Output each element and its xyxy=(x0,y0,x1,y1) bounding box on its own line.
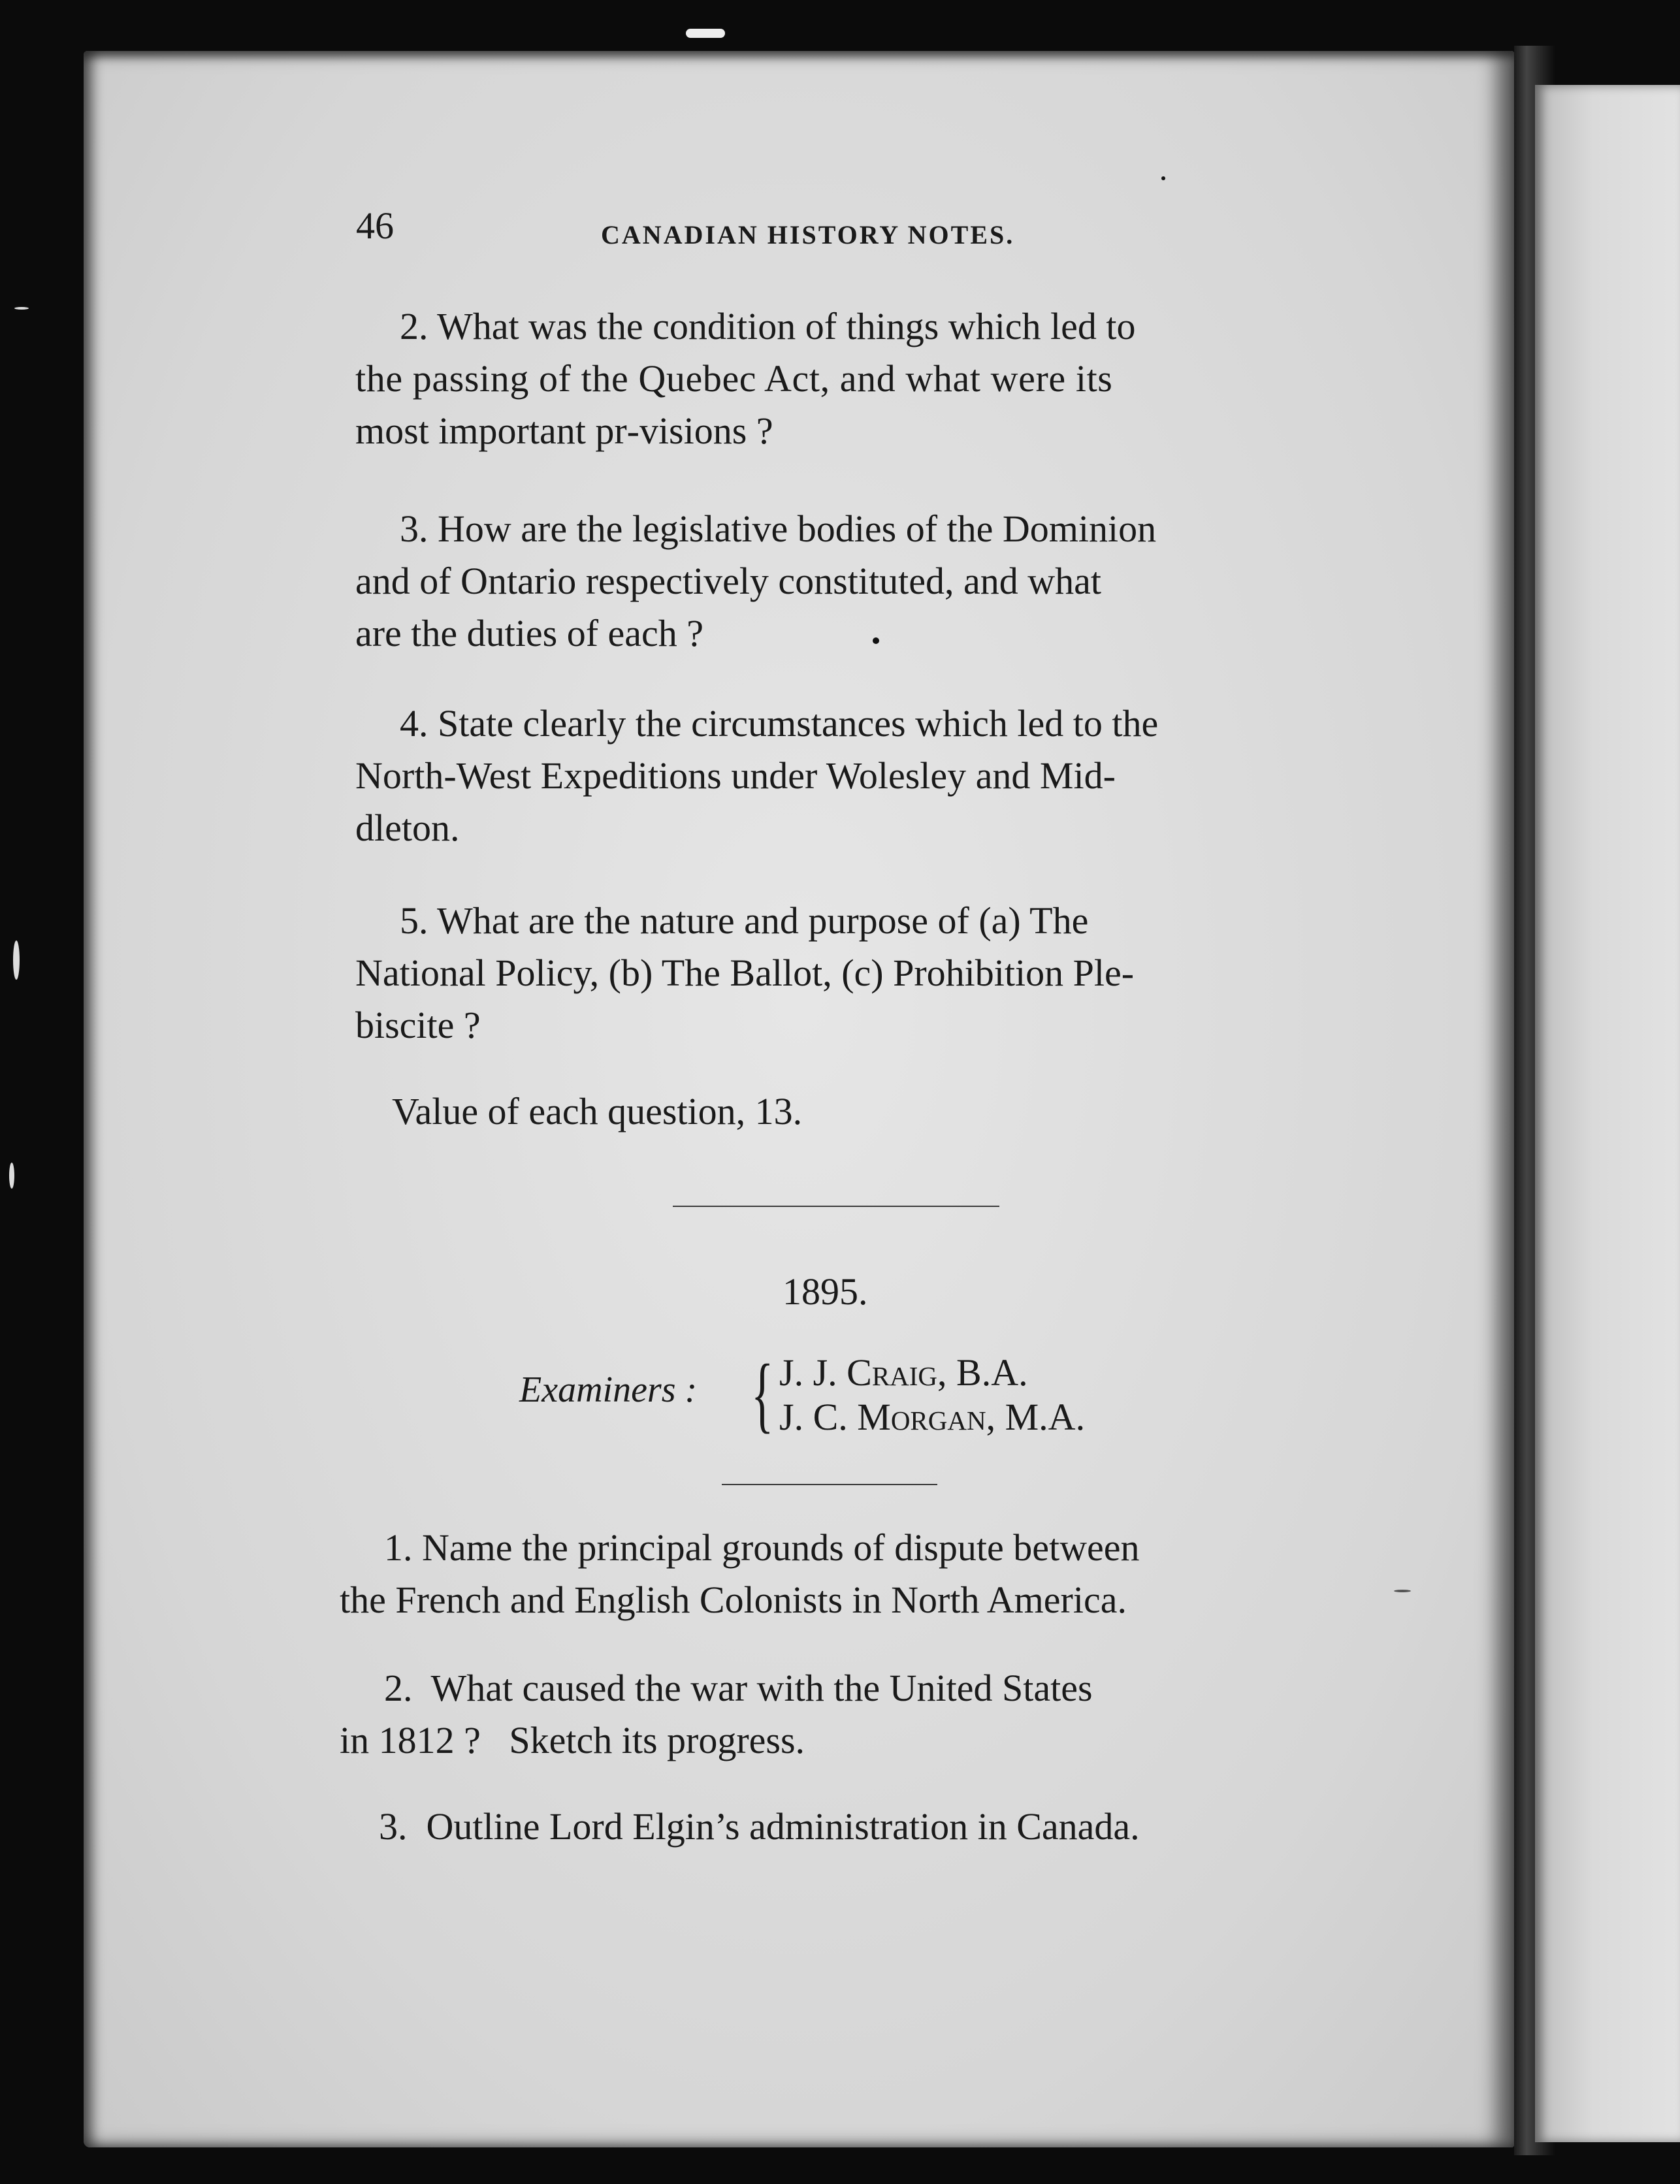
running-head: CANADIAN HISTORY NOTES. xyxy=(601,220,1015,249)
question-1895-2 xyxy=(340,1662,1093,1767)
question-line: 3. How are the legislative bodies of the Dominion xyxy=(400,507,1157,550)
section-divider xyxy=(722,1484,937,1485)
examiner-name: J. C. Morgan, M.A. xyxy=(779,1396,1086,1438)
question-1895-1 xyxy=(340,1522,1139,1626)
examiner-name: J. J. Craig, B.A. xyxy=(779,1351,1028,1394)
question-5 xyxy=(355,895,1335,1052)
brace-icon: { xyxy=(751,1347,774,1441)
question-line: 1. Name the principal grounds of dispute between xyxy=(384,1526,1140,1569)
question-line: most important pr‐visions ? xyxy=(355,410,773,452)
scan-mark xyxy=(14,307,29,310)
question-line: and of Ontario respectively constituted, and what xyxy=(355,560,1101,602)
question-line: biscite ? xyxy=(355,1004,481,1046)
question-line: 4. State clearly the circumstances which led to the xyxy=(400,702,1159,745)
page-number: 46 xyxy=(356,204,394,247)
ink-speck xyxy=(1161,176,1165,180)
question-line: are the duties of each ? xyxy=(355,612,703,654)
question-3 xyxy=(355,503,1335,660)
question-line: the French and English Colonists in North America. xyxy=(340,1579,1127,1621)
question-line: 2. What was the condition of things which led to xyxy=(400,305,1136,347)
question-line: in 1812 ? Sketch its progress. xyxy=(340,1719,805,1761)
question-line: North-West Expeditions under Wolesley and Mid- xyxy=(355,754,1116,797)
question-line: the passing of the Quebec Act, and what were its xyxy=(355,357,1113,400)
scan-mark xyxy=(1394,1590,1411,1592)
question-line: 2. What caused the war with the United States xyxy=(384,1667,1093,1709)
section-year: 1895. xyxy=(783,1270,868,1313)
question-line: 5. What are the nature and purpose of (a) The xyxy=(400,899,1089,942)
examiners-label: Examiners : xyxy=(519,1370,698,1410)
question-1895-3 xyxy=(379,1801,1140,1853)
question-line: 3. Outline Lord Elgin’s administration in Canada. xyxy=(379,1805,1140,1848)
ink-speck xyxy=(873,637,879,644)
question-line: dleton. xyxy=(355,807,460,849)
section-divider xyxy=(673,1206,999,1207)
facing-page-edge xyxy=(1535,85,1680,2142)
scan-mark xyxy=(9,1163,14,1189)
question-line: National Policy, (b) The Ballot, (c) Prohibition Ple- xyxy=(355,952,1135,994)
question-4 xyxy=(355,698,1335,854)
scan-mark xyxy=(13,940,20,980)
question-2 xyxy=(355,300,1335,457)
value-note: Value of each question, 13. xyxy=(392,1090,803,1132)
scan-mark xyxy=(686,29,725,38)
